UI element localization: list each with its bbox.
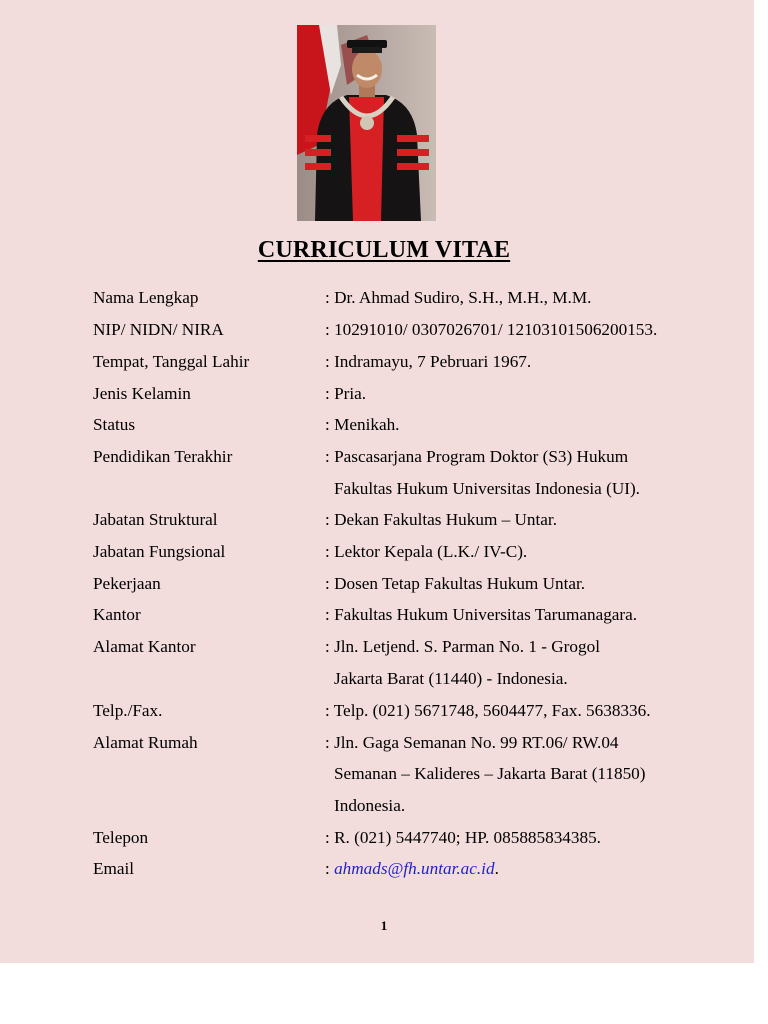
field-label: Pekerjaan [93, 574, 161, 593]
email-value [325, 859, 499, 879]
field-value: : Lektor Kepala (L.K./ IV-C). [325, 542, 528, 561]
field-value: : Indramayu, 7 Pebruari 1967. [325, 352, 532, 371]
field-value: : Jln. Letjend. S. Parman No. 1 - Grogol [325, 637, 600, 656]
field-value-continuation: Indonesia. [334, 796, 406, 815]
field-label: Alamat Kantor [93, 637, 196, 656]
page-title: CURRICULUM VITAE [257, 237, 511, 263]
field-label: Status [93, 415, 136, 434]
field-value: : Dekan Fakultas Hukum – Untar. [325, 510, 557, 529]
field-label: Jenis Kelamin [93, 384, 191, 403]
field-value: : 10291010/ 0307026701/ 12103101506200153. [325, 320, 658, 339]
field-label: Pendidikan Terakhir [93, 447, 233, 466]
field-label: Tempat, Tanggal Lahir [93, 352, 250, 371]
field-value: : Jln. Gaga Semanan No. 99 RT.06/ RW.04 [325, 733, 619, 752]
field-label: Kantor [93, 605, 141, 624]
field-label: Telepon [93, 828, 149, 847]
field-value: : Telp. (021) 5671748, 5604477, Fax. 5638336. [325, 701, 651, 720]
field-value: : Dr. Ahmad Sudiro, S.H., M.H., M.M. [325, 288, 592, 307]
field-value: : Pria. [325, 384, 367, 403]
field-label: Telp./Fax. [93, 701, 163, 720]
email-link[interactable]: ahmads@fh.untar.ac.id [334, 859, 495, 878]
field-label: Nama Lengkap [93, 288, 199, 307]
email-suffix: . [494, 859, 499, 878]
field-value: : Pascasarjana Program Doktor (S3) Hukum [325, 447, 629, 466]
email-prefix: : [325, 859, 335, 878]
field-label: Jabatan Fungsional [93, 542, 226, 561]
field-value: : R. (021) 5447740; HP. 085885834385. [325, 828, 601, 847]
field-value-continuation: Fakultas Hukum Universitas Indonesia (UI). [334, 479, 640, 498]
field-value-continuation: Semanan – Kalideres – Jakarta Barat (11850) [334, 764, 646, 783]
field-value-continuation: Jakarta Barat (11440) - Indonesia. [334, 669, 568, 688]
field-label: NIP/ NIDN/ NIRA [93, 320, 224, 339]
field-value: : Fakultas Hukum Universitas Tarumanagara. [325, 605, 638, 624]
field-value: : Dosen Tetap Fakultas Hukum Untar. [325, 574, 586, 593]
email-label: Email [93, 859, 135, 878]
field-value: : Menikah. [325, 415, 400, 434]
field-label: Alamat Rumah [93, 733, 198, 752]
page-number: 1 [380, 918, 388, 933]
field-label: Jabatan Struktural [93, 510, 218, 529]
